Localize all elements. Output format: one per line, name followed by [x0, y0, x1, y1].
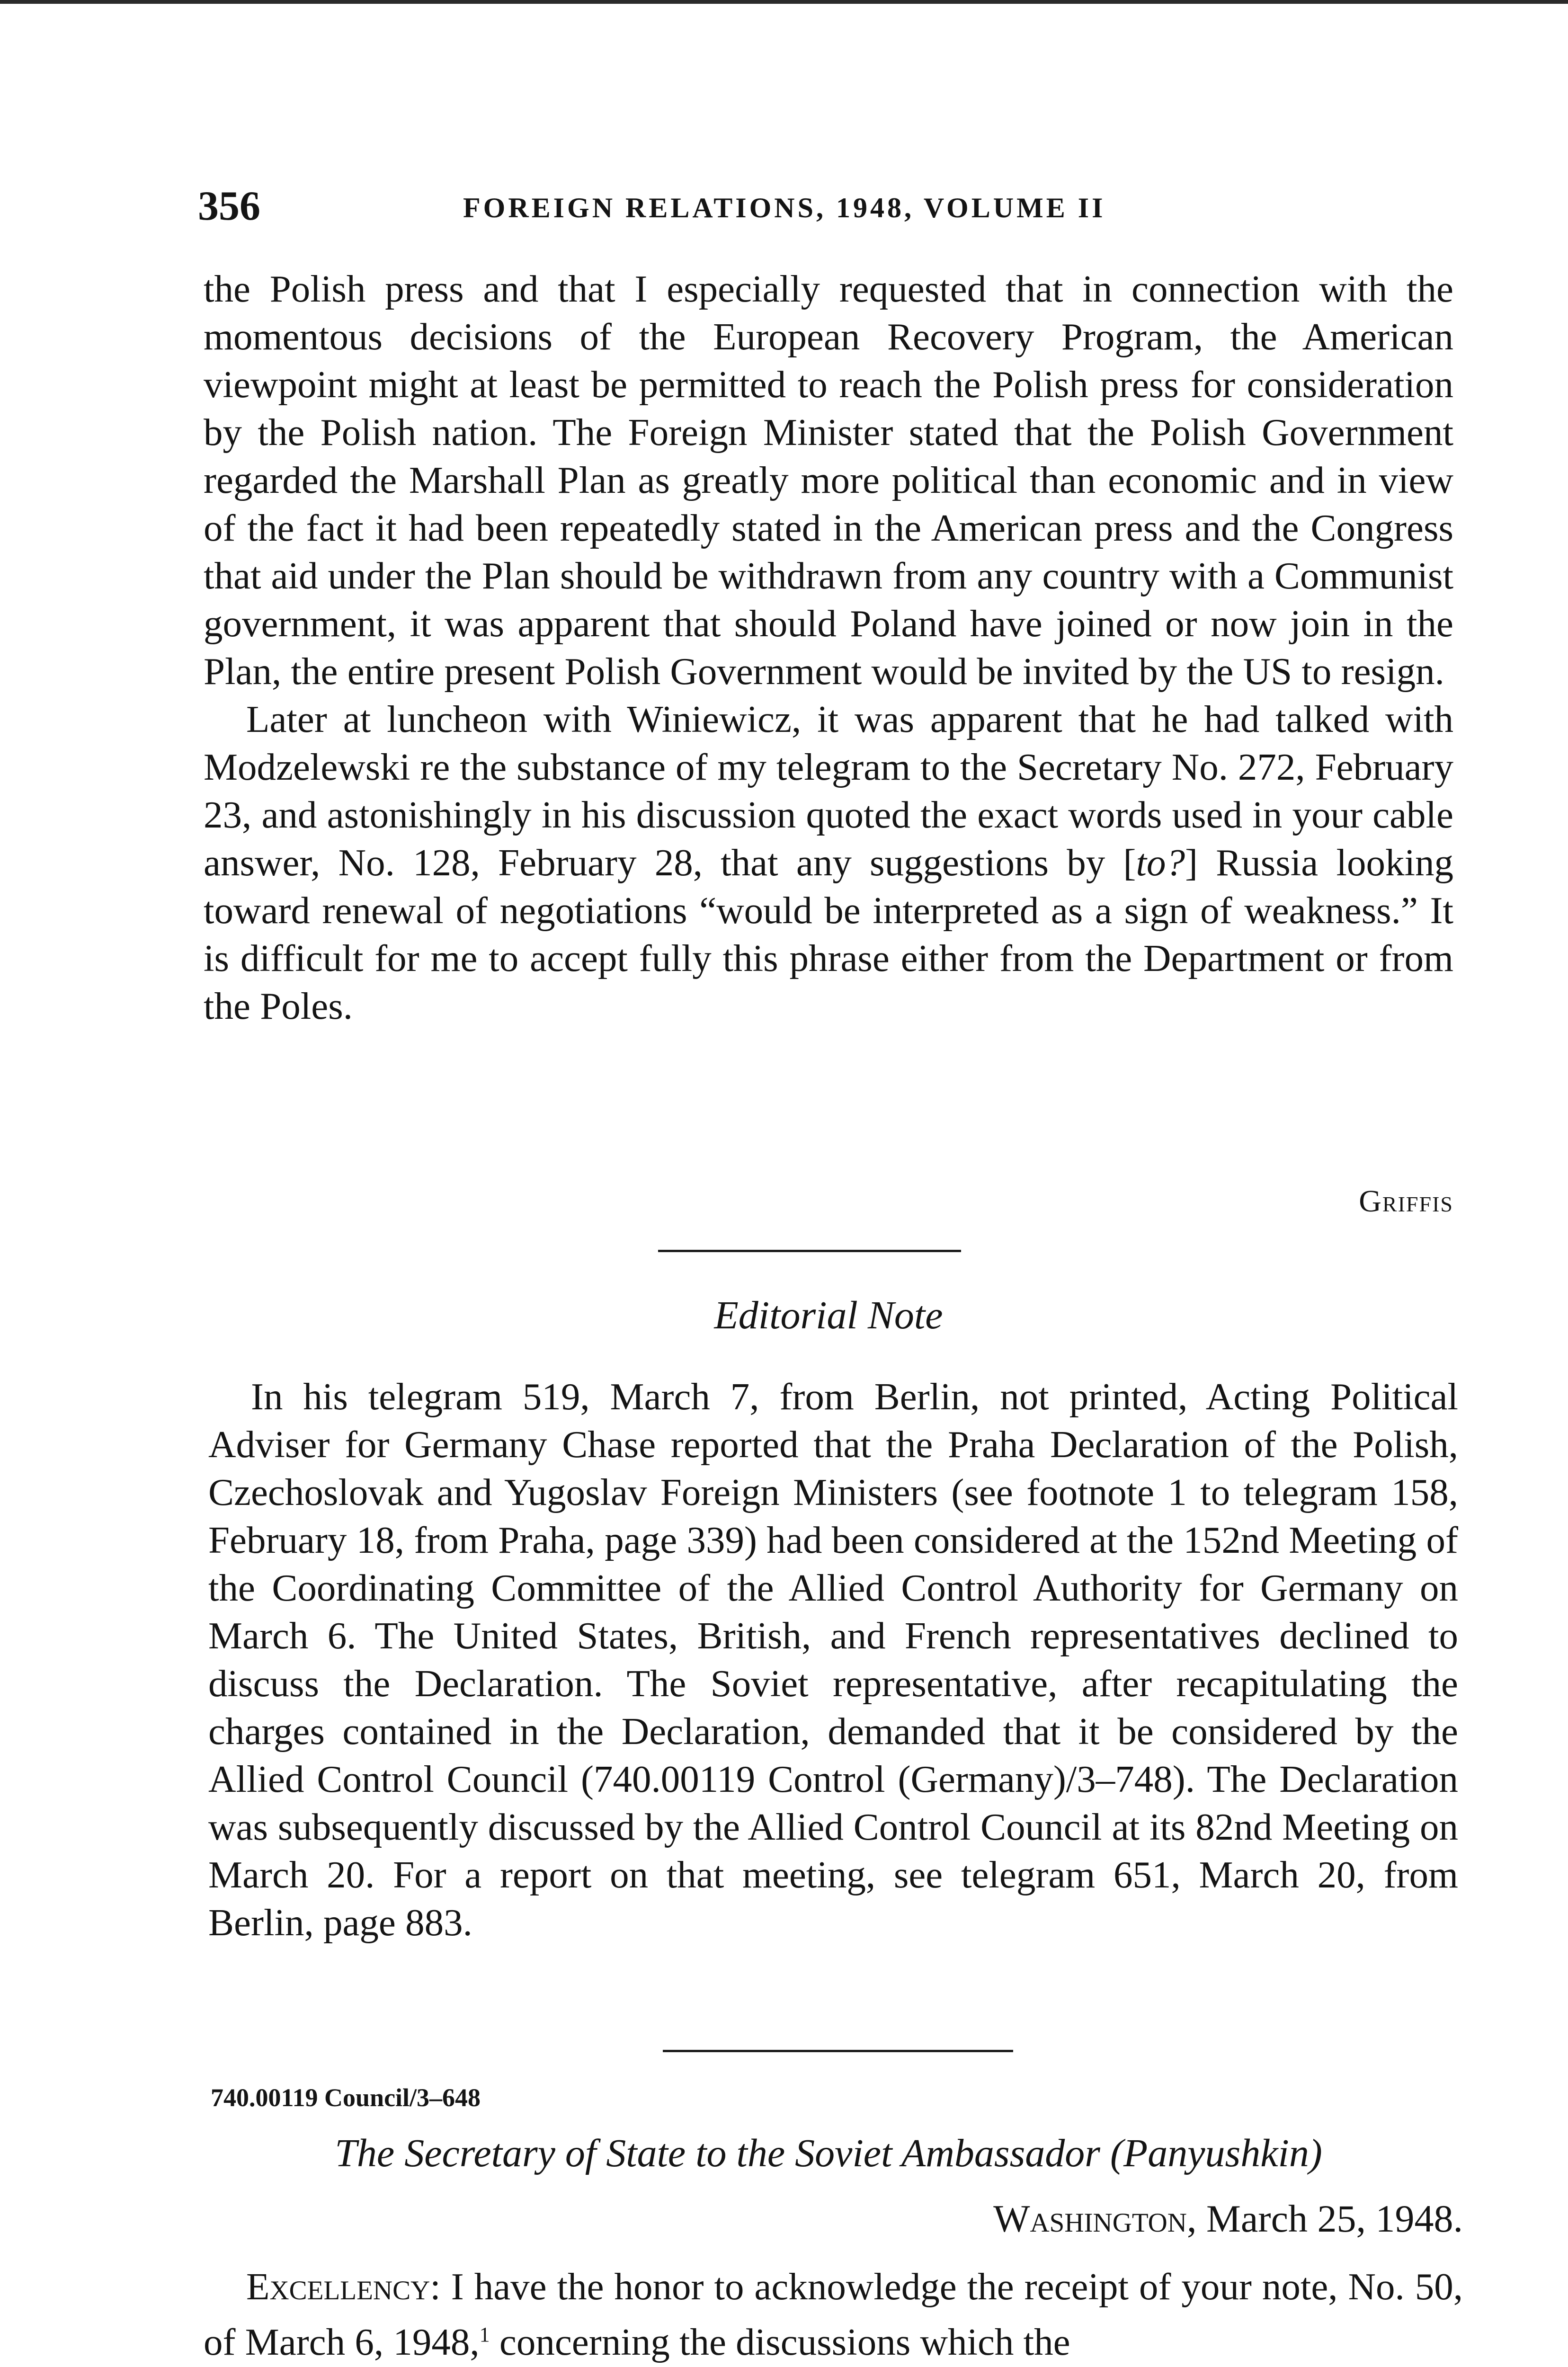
- document-text-end: concerning the discussions which the: [490, 2321, 1070, 2363]
- letter-paragraph-2-text: Later at luncheon with Winiewicz, it was apparent that he had talked with Modzelewski re the substance of my telegram to the Secretary No. 272, February 23, and astonishingly in his discussion quoted the exact words used in your cable answer, No. 128, February 28, that any suggestions by [: [204, 698, 1453, 884]
- letter-paragraph-2-text-end: ] Russia looking toward renewal of negotiations “would be interpreted as a sign of weakness.” It is difficult for me to accept fully this phrase either from the Department or from the Poles.: [204, 841, 1453, 1027]
- dateline-place: Washington: [993, 2197, 1187, 2240]
- section-divider-2: [663, 2050, 1013, 2052]
- section-divider: [658, 1250, 961, 1252]
- editorial-note-body: [208, 1373, 1458, 1947]
- letter-paragraph-2-insertion: to?: [1136, 841, 1185, 884]
- document-paragraph: [204, 2263, 1463, 2366]
- document-text-start: : I have the honor to acknowledge the receipt of your note, No. 50, of March 6, 1948,: [204, 2265, 1463, 2363]
- dateline-date: , March 25, 1948.: [1186, 2197, 1463, 2240]
- running-head: [198, 182, 1476, 234]
- editorial-note-paragraph: In his telegram 519, March 7, from Berlin, not printed, Acting Political Adviser for Germany Chase reported that the Praha Declaration of the Polish, Czechoslovak and Yugoslav Foreign Ministers (see footnote 1 to telegram 158, February 18, from Praha, page 339) had been considered at the 152nd Meeting of the Coordinating Committee of the Allied Control Authority for Germany on March 6. The United States, British, and French representatives declined to discuss the Declaration. The Soviet representative, after recapitulating the charges contained in the Declaration, demanded that it be considered by the Allied Control Council (740.00119 Control (Germany)/3–748). The Declaration was subsequently discussed by the Allied Control Council at its 82nd Meeting on March 20. For a report on that meeting, see telegram 651, March 20, from Berlin, page 883.: [208, 1375, 1458, 1944]
- letter-paragraph-1: the Polish press and that I especially requested that in connection with the momentous decisions of the European Recovery Program, the American viewpoint might at least be permitted to reach the Polish press for consideration by the Polish nation. The Foreign Minister stated that the Polish Government regarded the Marshall Plan as greatly more political than economic and in view of the fact it had been repeatedly stated in the American press and the Congress that aid under the Plan should be withdrawn from any country with a Communist government, it was apparent that should Poland have joined or now join in the Plan, the entire present Polish Government would be invited by the US to resign.: [204, 267, 1453, 693]
- document-body: [204, 2263, 1463, 2366]
- letter-body: [204, 265, 1453, 1030]
- document-heading-close: ): [1309, 2131, 1322, 2175]
- salutation: Excellency: [246, 2265, 430, 2308]
- signature: Griffis: [1359, 1184, 1453, 1219]
- top-border-rule: [0, 0, 1568, 4]
- page-number: 356: [198, 183, 260, 229]
- editorial-note-title: Editorial Note: [714, 1293, 943, 1337]
- dateline: [852, 2197, 1463, 2241]
- running-head-title: FOREIGN RELATIONS, 1948, VOLUME II: [463, 192, 1106, 223]
- ambassador-name: Panyushkin: [1123, 2131, 1309, 2175]
- footnote-reference: 1: [479, 2323, 490, 2346]
- document-heading-main: The Secretary of State to the Soviet Ambassador (: [335, 2131, 1123, 2175]
- letter-paragraph-2: [204, 695, 1453, 1030]
- document-heading: [204, 2130, 1453, 2176]
- file-number: 740.00119 Council/3–648: [211, 2083, 481, 2112]
